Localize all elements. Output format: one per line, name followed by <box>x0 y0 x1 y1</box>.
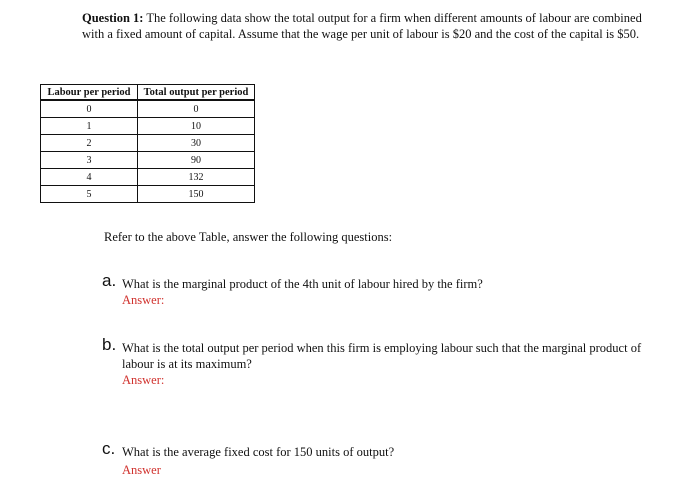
cell-output: 10 <box>138 118 255 135</box>
data-table <box>40 84 255 203</box>
sub-question-letter: b. <box>102 335 117 354</box>
sub-question-text: What is the average fixed cost for 150 units of output? <box>122 445 395 459</box>
sub-question-text: What is the total output per period when this firm is employing labour such that the marginal product of labour is at its maximum? <box>122 341 642 371</box>
table-row <box>41 169 255 186</box>
instruction-text: Refer to the above Table, answer the following questions: <box>104 230 393 244</box>
table-row <box>41 152 255 169</box>
cell-labour: 4 <box>41 169 138 186</box>
answer-label: Answer <box>122 463 161 477</box>
question-intro <box>82 10 642 42</box>
question-label: Question 1: <box>82 11 144 25</box>
header-labour-per-period: Labour per period <box>41 85 138 101</box>
sub-question-text: What is the marginal product of the 4th unit of labour hired by the firm? <box>122 277 483 291</box>
cell-output: 30 <box>138 135 255 152</box>
sub-question-letter: c. <box>102 439 116 458</box>
table-row <box>41 135 255 152</box>
cell-labour: 3 <box>41 152 138 169</box>
cell-labour: 1 <box>41 118 138 135</box>
table-row <box>41 186 255 203</box>
answer-label: Answer: <box>122 373 165 387</box>
table-row <box>41 100 255 118</box>
table-row <box>41 118 255 135</box>
table-header-row <box>41 85 255 101</box>
cell-output: 150 <box>138 186 255 203</box>
cell-output: 132 <box>138 169 255 186</box>
cell-output: 90 <box>138 152 255 169</box>
sub-question-letter: a. <box>102 271 117 290</box>
cell-labour: 0 <box>41 100 138 118</box>
answer-label: Answer: <box>122 293 165 307</box>
cell-output: 0 <box>138 100 255 118</box>
cell-labour: 5 <box>41 186 138 203</box>
cell-labour: 2 <box>41 135 138 152</box>
header-total-output-per-period: Total output per period <box>138 85 255 101</box>
question-text: The following data show the total output for a firm when different amounts of labour are combined with a fixed amount of capital. Assume that the wage per unit of labour is $20 and the cost of the capital is $50. <box>82 11 642 41</box>
